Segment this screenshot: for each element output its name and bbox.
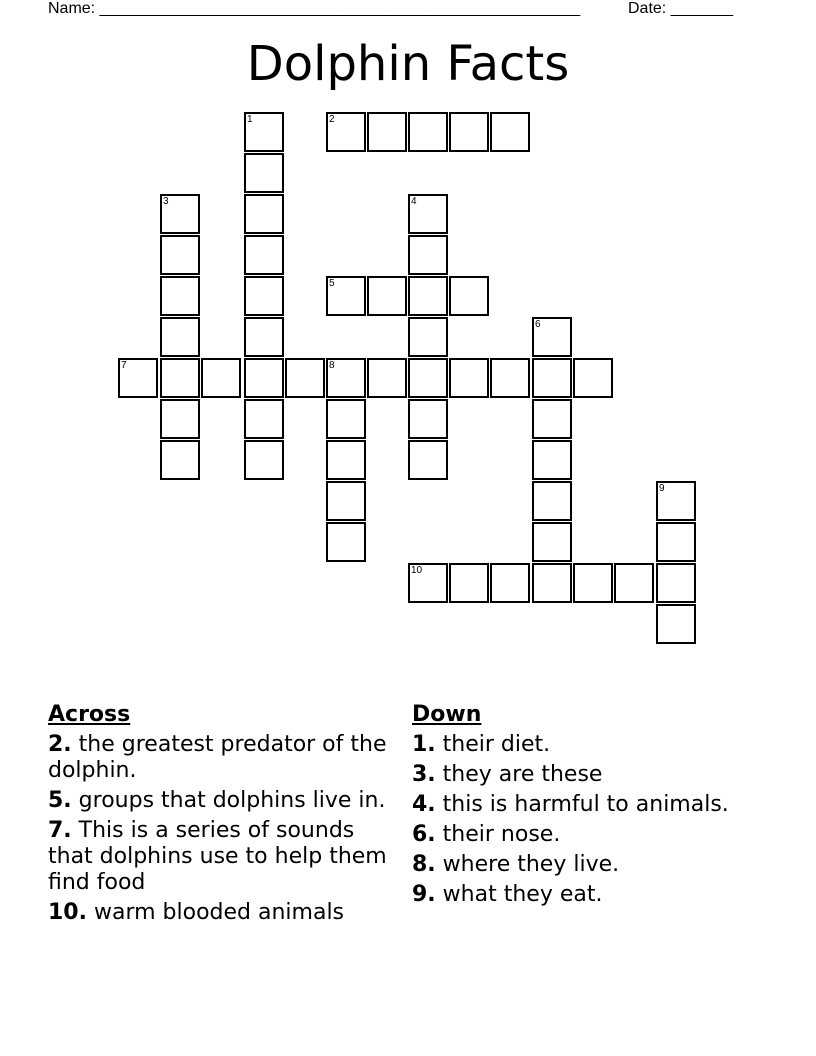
clue-text: the greatest predator of the dolphin. [48,732,387,783]
crossword-cell[interactable] [532,358,572,398]
clue-text: this is harmful to animals. [442,792,729,817]
across-clue [48,818,388,896]
clue-text: what they eat. [442,882,603,907]
crossword-cell[interactable] [532,317,572,357]
clue-text: warm blooded animals [93,900,345,925]
crossword-cell[interactable] [160,235,200,275]
clue-text: where they live. [442,852,620,877]
crossword-cell[interactable] [326,440,366,480]
crossword-cell[interactable] [449,112,489,152]
clue-text: they are these [442,762,603,787]
crossword-cell[interactable] [326,522,366,562]
clue-number: 4. [412,792,436,817]
clue-number: 1. [412,732,436,757]
crossword-cell[interactable] [532,399,572,439]
crossword-cell[interactable] [408,399,448,439]
crossword-cell[interactable] [244,317,284,357]
crossword-cell[interactable] [326,276,366,316]
crossword-cell[interactable] [367,112,407,152]
across-clue [48,900,388,926]
crossword-cell[interactable] [573,358,613,398]
cell-number: 1 [247,114,253,125]
cell-number: 10 [411,565,423,576]
crossword-cell[interactable] [244,112,284,152]
clue-number: 9. [412,882,436,907]
crossword-cell[interactable] [532,563,572,603]
clue-number: 3. [412,762,436,787]
crossword-cell[interactable] [160,440,200,480]
across-clue [48,732,388,784]
crossword-cell[interactable] [160,194,200,234]
crossword-cell[interactable] [656,604,696,644]
page-title: Dolphin Facts [246,36,570,92]
down-clue [412,732,772,758]
clue-text: their nose. [442,822,561,847]
crossword-cell[interactable] [160,358,200,398]
crossword-cell[interactable] [656,522,696,562]
crossword-cell[interactable] [285,358,325,398]
crossword-cell[interactable] [656,563,696,603]
crossword-cell[interactable] [449,276,489,316]
down-clue [412,852,772,878]
crossword-cell[interactable] [367,358,407,398]
crossword-cell[interactable] [656,481,696,521]
clue-number: 6. [412,822,436,847]
crossword-cell[interactable] [408,563,448,603]
crossword-cell[interactable] [490,563,530,603]
crossword-cell[interactable] [201,358,241,398]
crossword-cell[interactable] [408,358,448,398]
clue-text: their diet. [442,732,551,757]
crossword-cell[interactable] [408,235,448,275]
crossword-cell[interactable] [160,399,200,439]
down-clue [412,762,772,788]
cell-number: 9 [659,483,665,494]
crossword-cell[interactable] [408,276,448,316]
crossword-cell[interactable] [244,440,284,480]
crossword-cell[interactable] [408,112,448,152]
crossword-cell[interactable] [408,194,448,234]
down-clues [412,702,772,912]
crossword-cell[interactable] [532,481,572,521]
clue-number: 10. [48,900,87,925]
crossword-cell[interactable] [326,399,366,439]
date-field-label: Date: _______ [628,0,733,17]
crossword-cell[interactable] [118,358,158,398]
crossword-cell[interactable] [532,440,572,480]
clue-number: 8. [412,852,436,877]
cell-number: 6 [535,319,541,330]
crossword-cell[interactable] [244,399,284,439]
crossword-cell[interactable] [244,276,284,316]
crossword-cell[interactable] [244,153,284,193]
clue-number: 2. [48,732,72,757]
cell-number: 2 [329,114,335,125]
crossword-cell[interactable] [408,440,448,480]
crossword-cell[interactable] [449,358,489,398]
clue-number: 5. [48,788,72,813]
crossword-cell[interactable] [532,522,572,562]
cell-number: 7 [121,360,127,371]
crossword-cell[interactable] [490,112,530,152]
down-clue [412,822,772,848]
down-heading: Down [412,702,482,727]
crossword-cell[interactable] [408,317,448,357]
crossword-cell[interactable] [244,194,284,234]
crossword-cell[interactable] [367,276,407,316]
cell-number: 8 [329,360,335,371]
crossword-cell[interactable] [160,317,200,357]
clue-text: groups that dolphins live in. [78,788,386,813]
crossword-cell[interactable] [326,358,366,398]
crossword-cell[interactable] [573,563,613,603]
crossword-cell[interactable] [614,563,654,603]
across-clue [48,788,388,814]
crossword-cell[interactable] [449,563,489,603]
cell-number: 4 [411,196,417,207]
crossword-cell[interactable] [160,276,200,316]
clue-text: This is a series of sounds that dolphins use to help them find food [48,818,387,895]
down-clue [412,882,772,908]
cell-number: 5 [329,278,335,289]
crossword-cell[interactable] [326,112,366,152]
crossword-cell[interactable] [244,235,284,275]
down-clue [412,792,772,818]
crossword-cell[interactable] [326,481,366,521]
across-clues [48,702,388,930]
crossword-cell[interactable] [490,358,530,398]
across-heading: Across [48,702,131,727]
crossword-cell[interactable] [244,358,284,398]
name-field-label: Name: ______________________________________________________ [48,0,581,17]
clue-number: 7. [48,818,72,843]
cell-number: 3 [163,196,169,207]
